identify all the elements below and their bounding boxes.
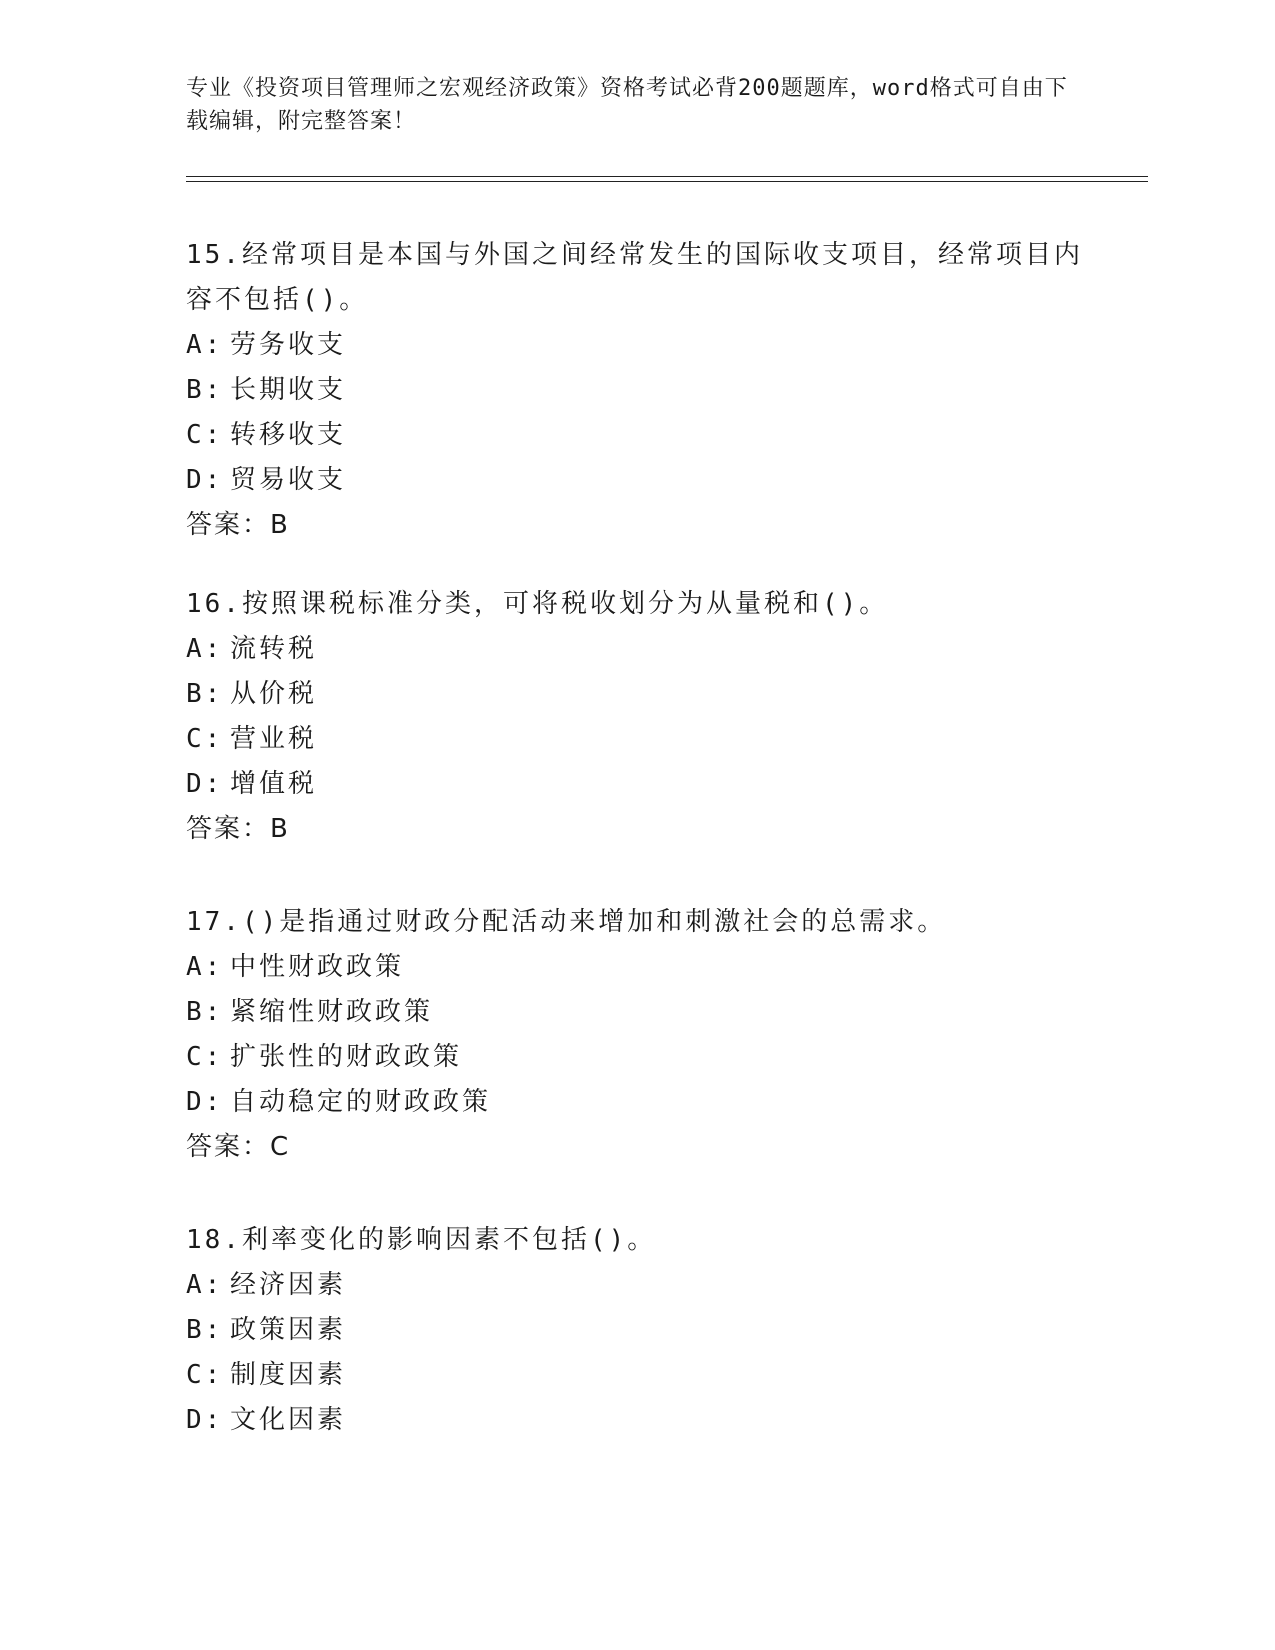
option-key: A:	[186, 952, 224, 982]
answer: 答案：B	[186, 510, 290, 540]
option-b	[186, 368, 1086, 413]
option-text: 文化因素	[230, 1405, 347, 1435]
question-stem: 16.按照课税标准分类，可将税收划分为从量税和()。	[186, 589, 889, 619]
option-key: D:	[186, 1405, 224, 1435]
option-key: B:	[186, 679, 224, 709]
header-rule-bottom	[186, 181, 1148, 182]
option-text: 政策因素	[230, 1315, 347, 1345]
option-text: 从价税	[230, 679, 318, 709]
option-key: C:	[186, 724, 224, 754]
option-key: C:	[186, 1042, 224, 1072]
option-a	[186, 945, 1086, 990]
answer: 答案：B	[186, 814, 290, 844]
option-text: 紧缩性财政政策	[230, 997, 434, 1027]
option-d	[186, 762, 1086, 807]
question-stem: 17.()是指通过财政分配活动来增加和刺激社会的总需求。	[186, 907, 947, 937]
header-rule-top	[186, 176, 1148, 177]
option-b	[186, 672, 1086, 717]
option-key: B:	[186, 1315, 224, 1345]
option-key: D:	[186, 769, 224, 799]
option-text: 经济因素	[230, 1270, 347, 1300]
option-c	[186, 717, 1086, 762]
document-header: 专业《投资项目管理师之宏观经济政策》资格考试必背200题题库，word格式可自由下载编辑，附完整答案！	[186, 76, 1068, 134]
option-text: 自动稳定的财政政策	[230, 1087, 492, 1117]
option-key: D:	[186, 465, 224, 495]
option-c	[186, 1353, 1086, 1398]
question-15	[186, 233, 1086, 548]
option-key: C:	[186, 1360, 224, 1390]
question-18	[186, 1218, 1086, 1443]
option-text: 劳务收支	[230, 330, 347, 360]
option-text: 长期收支	[230, 375, 347, 405]
option-text: 贸易收支	[230, 465, 347, 495]
option-a	[186, 1263, 1086, 1308]
option-key: A:	[186, 1270, 224, 1300]
option-c	[186, 1035, 1086, 1080]
option-c	[186, 413, 1086, 458]
answer: 答案：C	[186, 1132, 291, 1162]
option-text: 转移收支	[230, 420, 347, 450]
option-d	[186, 1398, 1086, 1443]
option-d	[186, 458, 1086, 503]
option-key: D:	[186, 1087, 224, 1117]
question-stem: 15.经常项目是本国与外国之间经常发生的国际收支项目，经常项目内容不包括()。	[186, 240, 1083, 315]
option-key: B:	[186, 997, 224, 1027]
option-text: 制度因素	[230, 1360, 347, 1390]
option-key: B:	[186, 375, 224, 405]
option-d	[186, 1080, 1086, 1125]
option-key: A:	[186, 330, 224, 360]
question-17	[186, 900, 1086, 1170]
option-text: 中性财政政策	[230, 952, 405, 982]
question-stem: 18.利率变化的影响因素不包括()。	[186, 1225, 657, 1255]
option-key: A:	[186, 634, 224, 664]
option-text: 营业税	[230, 724, 318, 754]
option-key: C:	[186, 420, 224, 450]
option-text: 增值税	[230, 769, 318, 799]
option-a	[186, 627, 1086, 672]
option-text: 流转税	[230, 634, 318, 664]
question-16	[186, 582, 1086, 852]
option-b	[186, 990, 1086, 1035]
option-b	[186, 1308, 1086, 1353]
option-a	[186, 323, 1086, 368]
option-text: 扩张性的财政政策	[230, 1042, 463, 1072]
